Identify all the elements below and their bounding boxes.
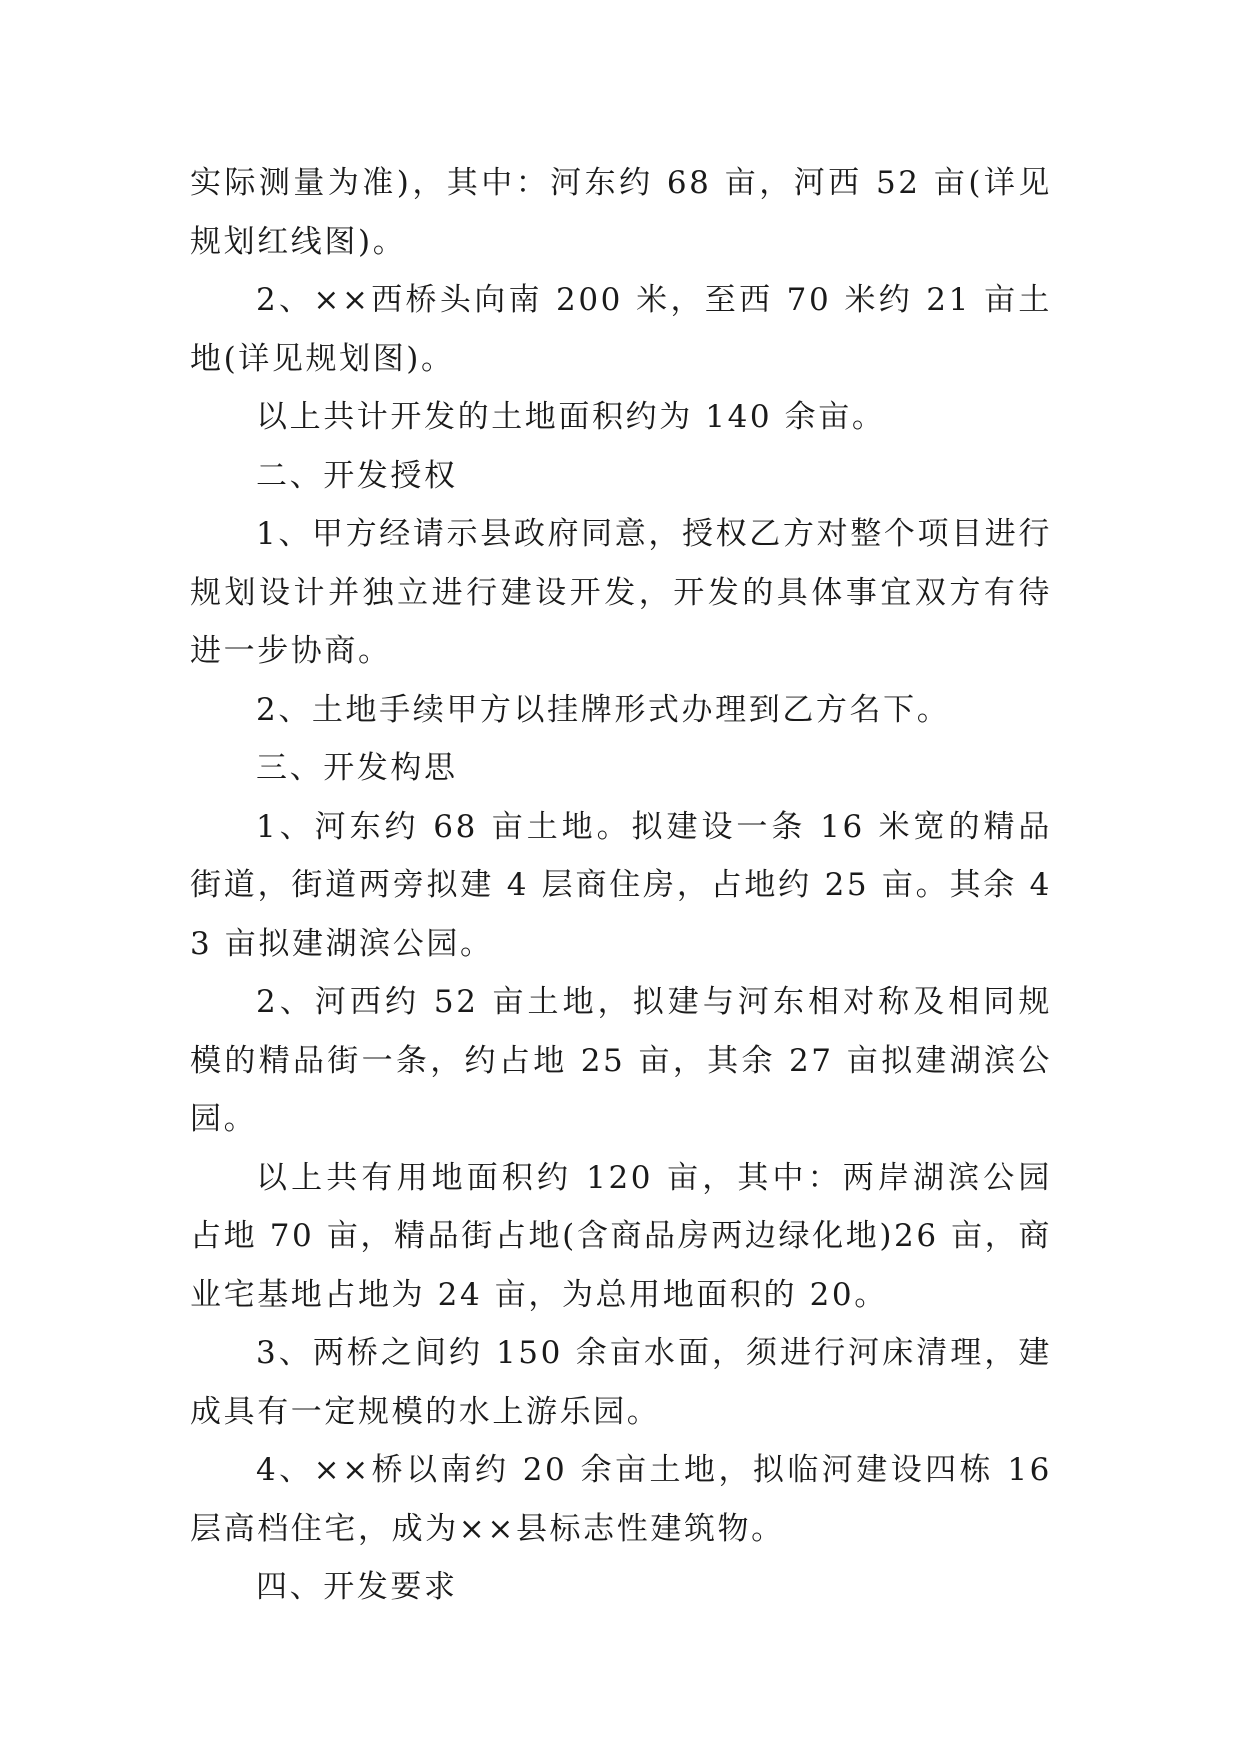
paragraph: 4、××桥以南约 20 余亩土地，拟临河建设四栋 16 层高档住宅，成为××县标志性建筑物。 — [190, 1452, 1052, 1547]
paragraph: 2、河西约 52 亩土地，拟建与河东相对称及相同规模的精品街一条，约占地 25 亩，其余 27 亩拟建湖滨公园。 — [190, 984, 1052, 1137]
paragraph: 1、甲方经请示县政府同意，授权乙方对整个项目进行规划设计并独立进行建设开发，开发的具体事宜双方有待进一步协商。 — [190, 516, 1052, 669]
paragraph: 2、××西桥头向南 200 米，至西 70 米约 21 亩土地(详见规划图)。 — [190, 282, 1052, 377]
section-heading: 三、开发构思 — [256, 750, 458, 786]
document-body — [190, 154, 1052, 1617]
paragraph: 以上共计开发的土地面积约为 140 余亩。 — [256, 399, 886, 435]
section-heading: 二、开发授权 — [256, 457, 458, 494]
paragraph: 实际测量为准)，其中：河东约 68 亩，河西 52 亩(详见规划红线图)。 — [190, 165, 1052, 260]
paragraph: 3、两桥之间约 150 余亩水面，须进行河床清理，建成具有一定规模的水上游乐园。 — [190, 1335, 1052, 1430]
section-heading: 四、开发要求 — [256, 1569, 458, 1605]
paragraph: 1、河东约 68 亩土地。拟建设一条 16 米宽的精品街道，街道两旁拟建 4 层商住房，占地约 25 亩。其余 43 亩拟建湖滨公园。 — [190, 808, 1052, 962]
paragraph: 2、土地手续甲方以挂牌形式办理到乙方名下。 — [256, 691, 951, 728]
paragraph: 以上共有用地面积约 120 亩，其中：两岸湖滨公园占地 70 亩，精品街占地(含商品房两边绿化地)26 亩，商业宅基地占地为 24 亩，为总用地面积的 20。 — [190, 1159, 1052, 1313]
